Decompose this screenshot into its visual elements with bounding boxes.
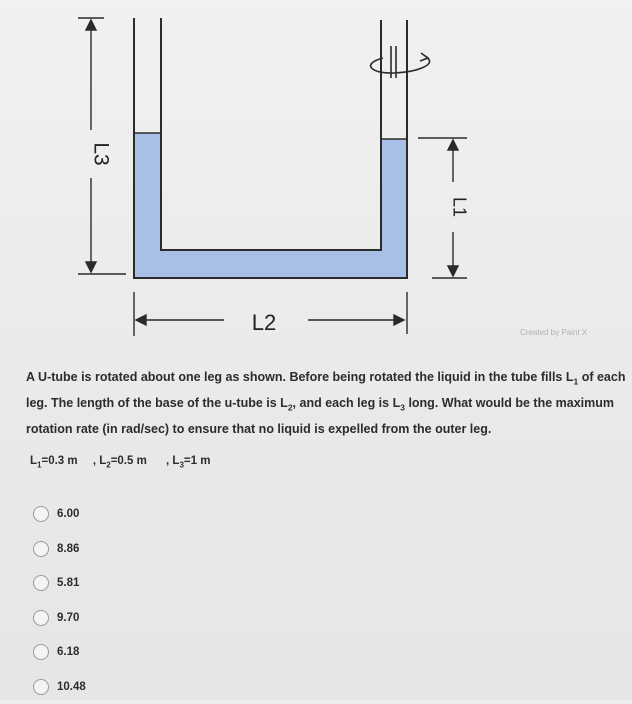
- answer-option-label[interactable]: 10.48: [57, 681, 86, 693]
- given-l3: [166, 455, 210, 467]
- label-l1: L1: [449, 197, 469, 217]
- answer-option-label[interactable]: 9.70: [57, 612, 79, 624]
- watermark-credit: Created by Paint X: [520, 328, 587, 337]
- given-l2-sub: 2: [106, 460, 110, 469]
- answer-option[interactable]: [33, 670, 86, 704]
- question-sub-1: 1: [573, 377, 578, 387]
- question-part-4: long. What would be the maximum rotation rate (in rad/sec) to ensure that no liquid is expelled from the outer leg.: [26, 396, 614, 436]
- given-l2-value: =0.5 m: [111, 455, 147, 467]
- radio-button[interactable]: [33, 610, 49, 626]
- answer-option[interactable]: [33, 635, 86, 670]
- given-l2: [93, 455, 147, 467]
- rotation-arrow-icon: [371, 53, 430, 73]
- given-values: [30, 455, 210, 467]
- radio-button[interactable]: [33, 575, 49, 591]
- u-tube-diagram: [0, 0, 632, 350]
- question-sub-2: 2: [288, 403, 293, 413]
- question-part-3: , and each leg is L: [293, 396, 401, 410]
- given-l1: [30, 455, 78, 467]
- label-l3: L3: [89, 142, 112, 165]
- given-l1-value: =0.3 m: [41, 455, 77, 467]
- answer-option[interactable]: [33, 532, 86, 567]
- answer-option[interactable]: [33, 601, 86, 636]
- answer-option[interactable]: [33, 497, 86, 532]
- label-l2: L2: [252, 310, 276, 335]
- question-text: [26, 364, 628, 442]
- question-sub-3: 3: [400, 403, 405, 413]
- given-l1-sub: 1: [37, 460, 41, 469]
- given-l3-symbol: , L: [166, 455, 179, 467]
- u-tube-walls: [134, 18, 407, 278]
- given-l3-value: =1 m: [184, 455, 211, 467]
- answer-option-label[interactable]: 6.00: [57, 508, 79, 520]
- given-l3-sub: 3: [179, 460, 183, 469]
- answer-option-label[interactable]: 6.18: [57, 646, 79, 658]
- radio-button[interactable]: [33, 644, 49, 660]
- question-intro: A U-tube is rotated about one leg as shown. Before being rotated the liquid in the tube fills L: [26, 370, 573, 384]
- radio-button[interactable]: [33, 541, 49, 557]
- radio-button[interactable]: [33, 506, 49, 522]
- liquid-fill: [134, 133, 407, 278]
- answer-option-label[interactable]: 5.81: [57, 577, 79, 589]
- answer-options: [33, 497, 86, 704]
- given-l1-symbol: L: [30, 455, 37, 467]
- answer-option-label[interactable]: 8.86: [57, 543, 79, 555]
- radio-button[interactable]: [33, 679, 49, 695]
- answer-option[interactable]: [33, 566, 86, 601]
- question-part-2: of each leg. The length of the base of the u-tube is L: [26, 370, 625, 410]
- given-l2-symbol: , L: [93, 455, 106, 467]
